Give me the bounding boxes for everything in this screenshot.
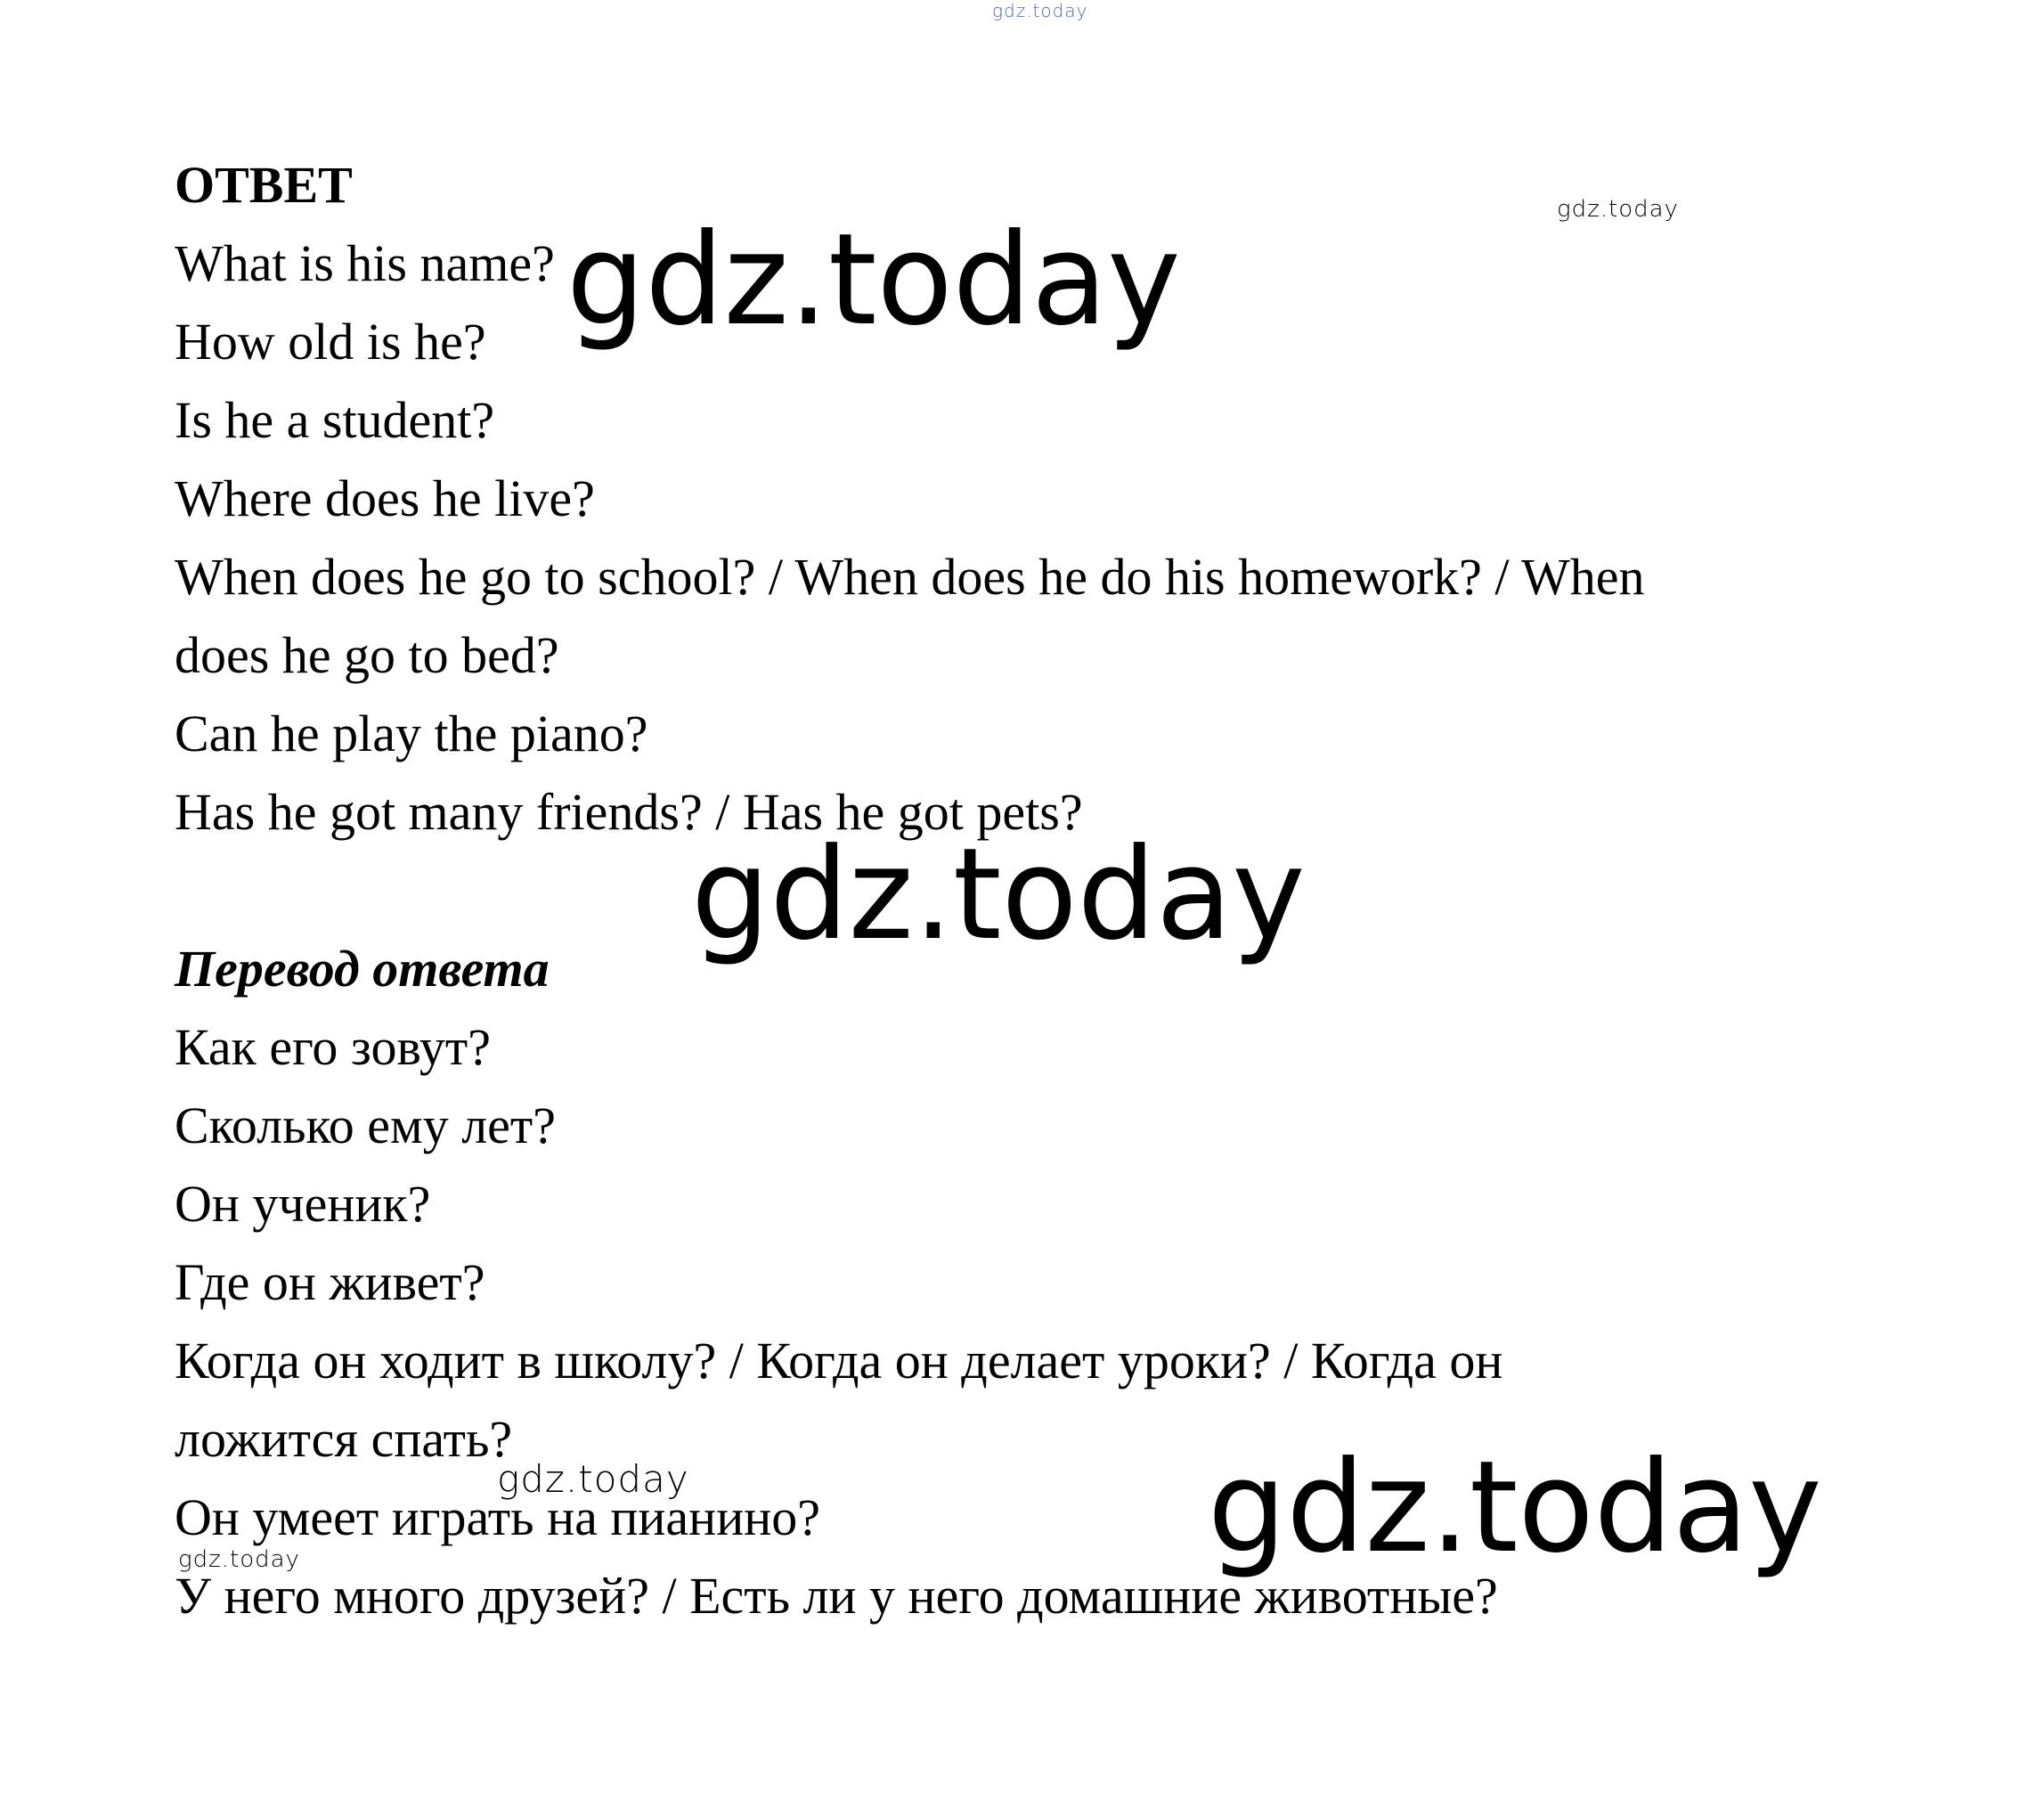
answer-line-4: Where does he live? (175, 469, 595, 527)
answer-line-7: Can he play the piano? (175, 705, 648, 762)
watermark-large-3: gdz.today (1208, 1434, 1822, 1581)
answer-line-1: What is his name? (175, 234, 555, 292)
translation-line-2: Сколько ему лет? (175, 1096, 557, 1154)
translation-line-3: Он ученик? (175, 1175, 431, 1233)
answer-heading: ОТВЕТ (175, 156, 353, 214)
answer-line-8: Has he got many friends? / Has he got pets? (175, 783, 1083, 841)
translation-heading: Перевод ответа (175, 940, 550, 998)
watermark-large-2: gdz.today (691, 821, 1306, 968)
translation-line-4: Где он живет? (175, 1253, 485, 1311)
translation-line-7: Он умеет играть на пианино? (175, 1488, 821, 1546)
watermark-top-right: gdz.today (1557, 196, 1679, 223)
watermark-large-1: gdz.today (566, 207, 1181, 354)
translation-line-8: У него много друзей? / Есть ли у него домашние животные? (175, 1567, 1498, 1625)
answer-line-3: Is he a student? (175, 391, 495, 449)
answer-line-5: When does he go to school? / When does he do his homework? / When (175, 548, 1645, 606)
answer-line-2: How old is he? (175, 313, 486, 371)
watermark-mid: gdz.today (497, 1457, 689, 1501)
translation-line-5: Когда он ходит в школу? / Когда он делает уроки? / Когда он (175, 1332, 1503, 1389)
watermark-small-left: gdz.today (178, 1546, 300, 1573)
answer-line-6: does he go to bed? (175, 626, 559, 684)
translation-line-6: ложится спать? (175, 1410, 513, 1468)
watermark-top: gdz.today (992, 0, 1088, 21)
translation-line-1: Как его зовут? (175, 1018, 491, 1076)
